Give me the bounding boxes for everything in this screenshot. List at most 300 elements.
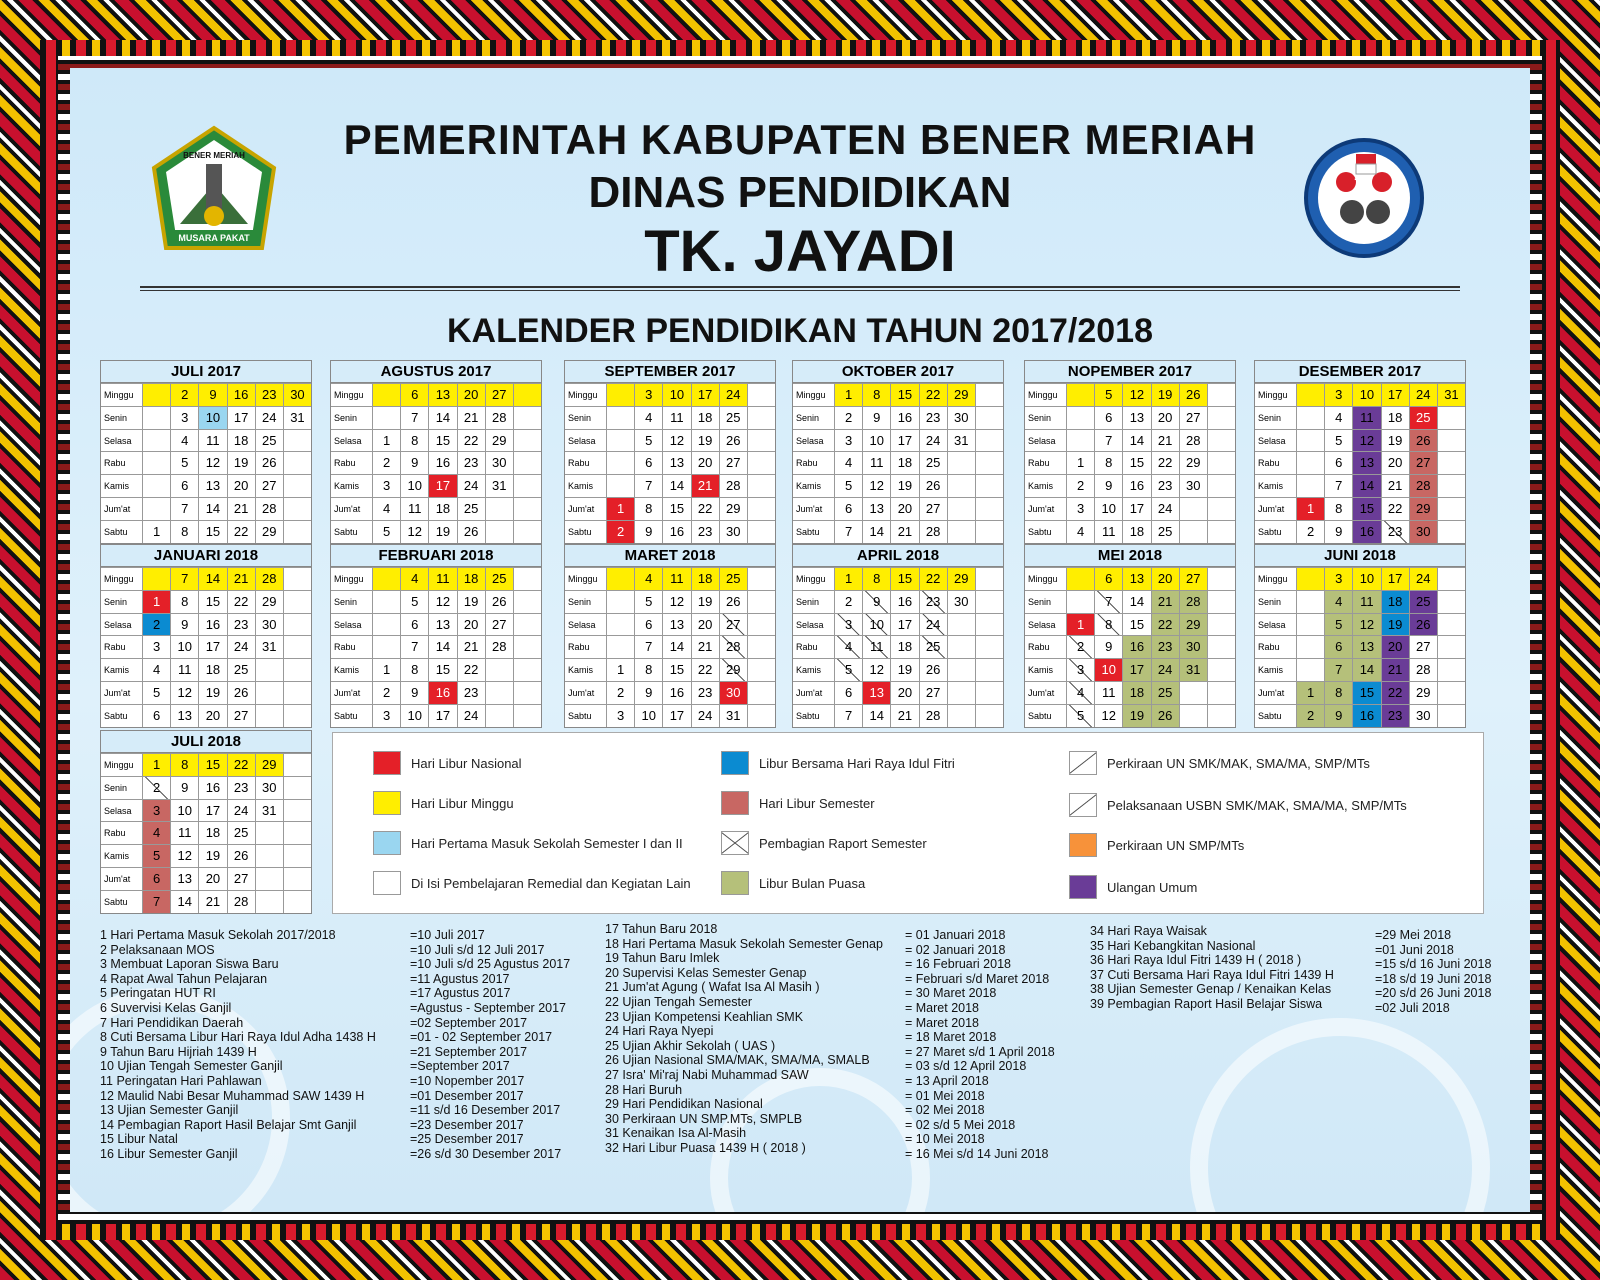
day-cell: 10: [635, 705, 663, 727]
note-line: 1 Hari Pertama Masuk Sekolah 2017/2018: [100, 928, 336, 942]
day-cell: 7: [1325, 475, 1353, 497]
day-cell: 31: [486, 475, 514, 497]
day-cell: [1438, 614, 1465, 636]
month-calendar: [100, 360, 312, 544]
day-cell: 8: [863, 384, 891, 406]
day-cell: 31: [1180, 659, 1208, 681]
day-cell: 20: [1152, 407, 1180, 429]
day-label: Senin: [1255, 591, 1297, 613]
day-cell: 16: [1123, 636, 1151, 658]
day-cell: 11: [863, 452, 891, 474]
note-line: = 02 Januari 2018: [905, 942, 1006, 957]
day-cell: 16: [891, 591, 919, 613]
day-label: Senin: [565, 591, 607, 613]
day-cell: 27: [1410, 636, 1438, 658]
week-row: [1255, 590, 1465, 613]
day-cell: [948, 705, 976, 727]
day-cell: 3: [1325, 384, 1353, 406]
legend-swatch: [721, 831, 749, 855]
week-row: [1255, 520, 1465, 543]
day-cell: 5: [1325, 614, 1353, 636]
day-cell: 15: [199, 521, 227, 543]
day-cell: 22: [1152, 614, 1180, 636]
day-cell: [284, 800, 311, 822]
note-line: =23 Desember 2017: [410, 1117, 524, 1132]
day-cell: 25: [920, 452, 948, 474]
note-line: 13 Ujian Semester Ganjil: [100, 1103, 239, 1118]
day-label: Jum'at: [101, 498, 143, 520]
week-row: [331, 474, 541, 497]
day-cell: 23: [1382, 705, 1410, 727]
day-cell: 24: [458, 705, 486, 727]
day-cell: 7: [171, 498, 199, 520]
day-cell: 7: [401, 636, 429, 658]
day-cell: 9: [1325, 705, 1353, 727]
legend-item: [721, 751, 955, 775]
day-cell: [976, 430, 1003, 452]
emblem-text-bottom: MUSARA PAKAT: [178, 233, 250, 243]
day-label: Minggu: [565, 568, 607, 590]
month-calendar: [1024, 360, 1236, 544]
note-line: 15 Libur Natal: [100, 1132, 178, 1147]
day-cell: 9: [1095, 636, 1123, 658]
day-cell: 22: [228, 754, 256, 776]
day-cell: 3: [171, 407, 199, 429]
day-cell: 17: [891, 430, 919, 452]
day-cell: [948, 452, 976, 474]
month-calendar: [792, 360, 1004, 544]
day-cell: 2: [1067, 475, 1095, 497]
day-cell: 26: [228, 682, 256, 704]
legend-label: Di Isi Pembelajaran Remedial dan Kegiatan Lain: [411, 875, 691, 891]
day-cell: [1297, 591, 1325, 613]
note-line: =18 s/d 19 Juni 2018: [1375, 971, 1492, 986]
note-line: =10 Juli 2017: [410, 928, 485, 942]
day-cell: 10: [863, 430, 891, 452]
day-cell: 24: [228, 800, 256, 822]
day-cell: 31: [256, 800, 284, 822]
week-row: [793, 635, 1003, 658]
day-cell: 25: [720, 568, 748, 590]
day-cell: 21: [1382, 475, 1410, 497]
day-cell: 19: [692, 430, 720, 452]
day-label: Senin: [101, 407, 143, 429]
day-cell: 14: [1353, 475, 1381, 497]
day-cell: [284, 568, 311, 590]
notes-col3-dates: [1375, 928, 1491, 1016]
legend-item: [721, 871, 865, 895]
month-calendar: [1254, 360, 1466, 544]
week-row: [101, 567, 311, 590]
day-label: Minggu: [101, 568, 143, 590]
day-cell: 20: [1382, 452, 1410, 474]
day-cell: 26: [1410, 614, 1438, 636]
day-cell: 27: [1410, 452, 1438, 474]
day-cell: [514, 498, 541, 520]
day-cell: [948, 498, 976, 520]
week-row: [101, 383, 311, 406]
day-cell: 4: [1325, 591, 1353, 613]
day-cell: 18: [692, 407, 720, 429]
day-cell: 1: [1297, 498, 1325, 520]
note-line: = 02 Mei 2018: [905, 1103, 985, 1118]
day-label: Jum'at: [793, 498, 835, 520]
day-cell: 26: [920, 659, 948, 681]
day-cell: 11: [1095, 682, 1123, 704]
week-row: [101, 776, 311, 799]
day-cell: 19: [429, 521, 457, 543]
day-label: Rabu: [1025, 636, 1067, 658]
day-cell: 24: [458, 475, 486, 497]
day-cell: 15: [199, 591, 227, 613]
day-cell: 1: [143, 591, 171, 613]
month-title: AGUSTUS 2017: [331, 361, 541, 383]
day-cell: 12: [199, 452, 227, 474]
week-row: [101, 844, 311, 867]
day-cell: 16: [429, 682, 457, 704]
day-cell: 8: [401, 430, 429, 452]
day-cell: 9: [863, 407, 891, 429]
day-cell: 23: [692, 682, 720, 704]
week-row: [565, 383, 775, 406]
note-line: 29 Hari Pendidikan Nasional: [605, 1097, 763, 1112]
month-title: NOPEMBER 2017: [1025, 361, 1235, 383]
day-cell: 3: [1325, 568, 1353, 590]
day-cell: [748, 384, 775, 406]
week-row: [1025, 474, 1235, 497]
day-cell: 25: [720, 407, 748, 429]
day-cell: [976, 568, 1003, 590]
day-cell: 17: [1382, 384, 1410, 406]
day-label: Selasa: [793, 614, 835, 636]
day-label: Kamis: [1025, 659, 1067, 681]
legend-swatch: [721, 871, 749, 895]
day-cell: [1180, 498, 1208, 520]
day-cell: [748, 705, 775, 727]
day-label: Minggu: [101, 384, 143, 406]
note-line: 3 Membuat Laporan Siswa Baru: [100, 957, 279, 972]
day-cell: 8: [635, 659, 663, 681]
note-line: 22 Ujian Tengah Semester: [605, 994, 753, 1009]
day-cell: [607, 452, 635, 474]
day-cell: [1208, 452, 1235, 474]
day-cell: 31: [720, 705, 748, 727]
notes-col2-dates: [905, 928, 1055, 1162]
legend-label: Hari Libur Semester: [759, 795, 875, 811]
day-cell: 15: [663, 498, 691, 520]
day-cell: 29: [486, 430, 514, 452]
day-cell: [1297, 614, 1325, 636]
legend-label: Pelaksanaan USBN SMK/MAK, SMA/MA, SMP/MTs: [1107, 797, 1407, 813]
legend-swatch: [1069, 833, 1097, 857]
day-cell: 7: [1095, 591, 1123, 613]
day-cell: 22: [458, 430, 486, 452]
day-cell: [1067, 568, 1095, 590]
note-line: = 30 Maret 2018: [905, 986, 997, 1001]
day-cell: 25: [458, 498, 486, 520]
day-cell: 18: [458, 568, 486, 590]
day-cell: 14: [199, 568, 227, 590]
day-cell: [514, 705, 541, 727]
day-label: Minggu: [1025, 568, 1067, 590]
day-cell: 14: [429, 407, 457, 429]
day-cell: [976, 384, 1003, 406]
day-cell: 28: [486, 407, 514, 429]
day-cell: 4: [143, 822, 171, 844]
day-cell: 9: [171, 777, 199, 799]
day-cell: [256, 682, 284, 704]
day-label: Sabtu: [1025, 705, 1067, 727]
day-cell: 1: [1067, 452, 1095, 474]
note-line: = 13 April 2018: [905, 1073, 989, 1088]
day-cell: 27: [720, 614, 748, 636]
day-cell: [748, 430, 775, 452]
day-cell: 26: [920, 475, 948, 497]
day-cell: 13: [1353, 452, 1381, 474]
day-cell: 18: [429, 498, 457, 520]
day-cell: [1208, 407, 1235, 429]
day-cell: 2: [1067, 636, 1095, 658]
day-cell: 3: [373, 475, 401, 497]
day-cell: [284, 754, 311, 776]
day-cell: [1067, 430, 1095, 452]
note-line: 21 Jum'at Agung ( Wafat Isa Al Masih ): [605, 980, 820, 995]
day-label: Rabu: [793, 636, 835, 658]
day-label: Selasa: [1025, 430, 1067, 452]
day-cell: 13: [1353, 636, 1381, 658]
legend-label: Hari Libur Nasional: [411, 755, 522, 771]
week-row: [565, 520, 775, 543]
day-label: Kamis: [1255, 659, 1297, 681]
note-line: 27 Isra' Mi'raj Nabi Muhammad SAW: [605, 1067, 809, 1082]
day-cell: 23: [256, 384, 284, 406]
day-cell: 26: [1152, 705, 1180, 727]
week-row: [1025, 451, 1235, 474]
day-cell: 29: [948, 568, 976, 590]
day-cell: 5: [635, 430, 663, 452]
day-label: Rabu: [101, 822, 143, 844]
day-cell: 4: [635, 568, 663, 590]
day-cell: 28: [1180, 430, 1208, 452]
week-row: [793, 406, 1003, 429]
week-row: [101, 821, 311, 844]
week-row: [331, 658, 541, 681]
note-line: =11 Agustus 2017: [410, 971, 510, 986]
day-cell: 12: [171, 845, 199, 867]
day-cell: 4: [171, 430, 199, 452]
day-cell: 11: [863, 636, 891, 658]
day-cell: 4: [1325, 407, 1353, 429]
day-cell: [514, 452, 541, 474]
day-cell: [284, 591, 311, 613]
day-cell: 26: [486, 591, 514, 613]
day-label: Minggu: [1255, 384, 1297, 406]
day-cell: 8: [1325, 682, 1353, 704]
day-cell: 26: [228, 845, 256, 867]
day-cell: 28: [920, 521, 948, 543]
day-cell: [284, 475, 311, 497]
week-row: [331, 497, 541, 520]
day-cell: 10: [1095, 659, 1123, 681]
legend-swatch: [721, 791, 749, 815]
day-cell: [284, 430, 311, 452]
day-cell: 7: [401, 407, 429, 429]
day-cell: 24: [920, 430, 948, 452]
day-cell: 1: [373, 430, 401, 452]
day-cell: 1: [835, 568, 863, 590]
day-cell: [948, 659, 976, 681]
legend-item: [721, 791, 875, 815]
day-label: Sabtu: [331, 705, 373, 727]
day-cell: [976, 614, 1003, 636]
day-cell: [514, 659, 541, 681]
day-cell: [976, 475, 1003, 497]
day-label: Kamis: [331, 475, 373, 497]
month-calendar: [564, 544, 776, 728]
day-cell: 30: [1410, 521, 1438, 543]
note-line: 5 Peringatan HUT RI: [100, 986, 216, 1001]
note-line: 11 Peringatan Hari Pahlawan: [100, 1073, 262, 1088]
day-cell: 16: [199, 614, 227, 636]
day-cell: 10: [1353, 384, 1381, 406]
day-cell: 23: [1152, 475, 1180, 497]
day-label: Rabu: [1255, 636, 1297, 658]
month-title: FEBRUARI 2018: [331, 545, 541, 567]
day-cell: [1067, 591, 1095, 613]
note-line: 17 Tahun Baru 2018: [605, 922, 718, 936]
note-line: = 03 s/d 12 April 2018: [905, 1059, 1027, 1074]
day-cell: [976, 452, 1003, 474]
day-cell: [256, 845, 284, 867]
day-cell: 20: [228, 475, 256, 497]
week-row: [1025, 567, 1235, 590]
week-row: [101, 406, 311, 429]
day-cell: [256, 868, 284, 890]
week-row: [793, 704, 1003, 727]
day-cell: 21: [891, 705, 919, 727]
day-cell: 14: [1123, 430, 1151, 452]
day-label: Senin: [793, 407, 835, 429]
day-cell: 19: [1123, 705, 1151, 727]
legend-label: Libur Bulan Puasa: [759, 875, 866, 891]
note-line: =September 2017: [410, 1059, 510, 1074]
day-label: Senin: [101, 777, 143, 799]
day-cell: 24: [256, 407, 284, 429]
day-cell: [284, 636, 311, 658]
week-row: [793, 520, 1003, 543]
day-cell: 21: [228, 568, 256, 590]
day-cell: 12: [401, 521, 429, 543]
day-cell: [514, 407, 541, 429]
month-title: JULI 2017: [101, 361, 311, 383]
day-cell: 10: [863, 614, 891, 636]
day-label: Kamis: [793, 475, 835, 497]
day-cell: [976, 521, 1003, 543]
day-cell: [748, 521, 775, 543]
day-cell: 23: [1382, 521, 1410, 543]
day-cell: 31: [290, 409, 305, 425]
day-cell: 12: [663, 591, 691, 613]
legend-item: [721, 831, 927, 855]
day-cell: [1438, 498, 1465, 520]
day-cell: 16: [891, 407, 919, 429]
emblem-text-top: BENER MERIAH: [183, 151, 245, 160]
day-cell: 2: [607, 521, 635, 543]
day-label: Selasa: [101, 800, 143, 822]
day-cell: 18: [199, 659, 227, 681]
day-cell: 20: [891, 682, 919, 704]
day-cell: [1297, 452, 1325, 474]
day-cell: 29: [1180, 614, 1208, 636]
day-cell: 23: [458, 452, 486, 474]
day-cell: 14: [199, 498, 227, 520]
note-line: = Maret 2018: [905, 1000, 980, 1015]
day-label: Minggu: [565, 384, 607, 406]
week-row: [565, 429, 775, 452]
day-label: Selasa: [565, 614, 607, 636]
month-title: JUNI 2018: [1255, 545, 1465, 567]
day-cell: [1180, 705, 1208, 727]
day-cell: 5: [635, 591, 663, 613]
week-row: [1255, 613, 1465, 636]
day-cell: 30: [1180, 636, 1208, 658]
day-cell: 6: [1095, 568, 1123, 590]
day-cell: [514, 636, 541, 658]
day-cell: [284, 498, 311, 520]
week-row: [793, 613, 1003, 636]
day-cell: 21: [1382, 659, 1410, 681]
day-cell: 6: [171, 475, 199, 497]
day-cell: 8: [863, 568, 891, 590]
day-cell: 28: [228, 891, 256, 913]
day-cell: 22: [920, 568, 948, 590]
day-cell: 29: [1180, 452, 1208, 474]
day-cell: 8: [635, 498, 663, 520]
week-row: [331, 635, 541, 658]
note-line: 2 Pelaksanaan MOS: [100, 942, 215, 957]
day-cell: 19: [458, 591, 486, 613]
day-cell: 24: [720, 384, 748, 406]
day-cell: 5: [143, 845, 171, 867]
day-cell: [607, 636, 635, 658]
legend-swatch: [373, 791, 401, 815]
day-label: Sabtu: [793, 705, 835, 727]
day-cell: 5: [835, 475, 863, 497]
legend-swatch: [373, 831, 401, 855]
day-cell: 8: [1325, 498, 1353, 520]
day-cell: 23: [1152, 636, 1180, 658]
week-row: [1255, 497, 1465, 520]
day-cell: [1438, 591, 1465, 613]
day-label: Sabtu: [1255, 521, 1297, 543]
day-cell: 16: [1123, 475, 1151, 497]
day-cell: 11: [1353, 407, 1381, 429]
day-cell: 17: [692, 384, 720, 406]
notes-col3-items: [1090, 924, 1334, 1012]
day-label: Jum'at: [565, 682, 607, 704]
day-label: Kamis: [565, 475, 607, 497]
day-cell: 12: [863, 659, 891, 681]
day-cell: 2: [171, 384, 199, 406]
day-cell: 23: [692, 521, 720, 543]
day-cell: [284, 868, 311, 890]
day-cell: 13: [199, 475, 227, 497]
day-cell: 10: [1353, 568, 1381, 590]
day-cell: 29: [948, 384, 976, 406]
day-label: Kamis: [101, 845, 143, 867]
day-cell: 12: [1353, 430, 1381, 452]
month-calendar: [100, 544, 312, 728]
